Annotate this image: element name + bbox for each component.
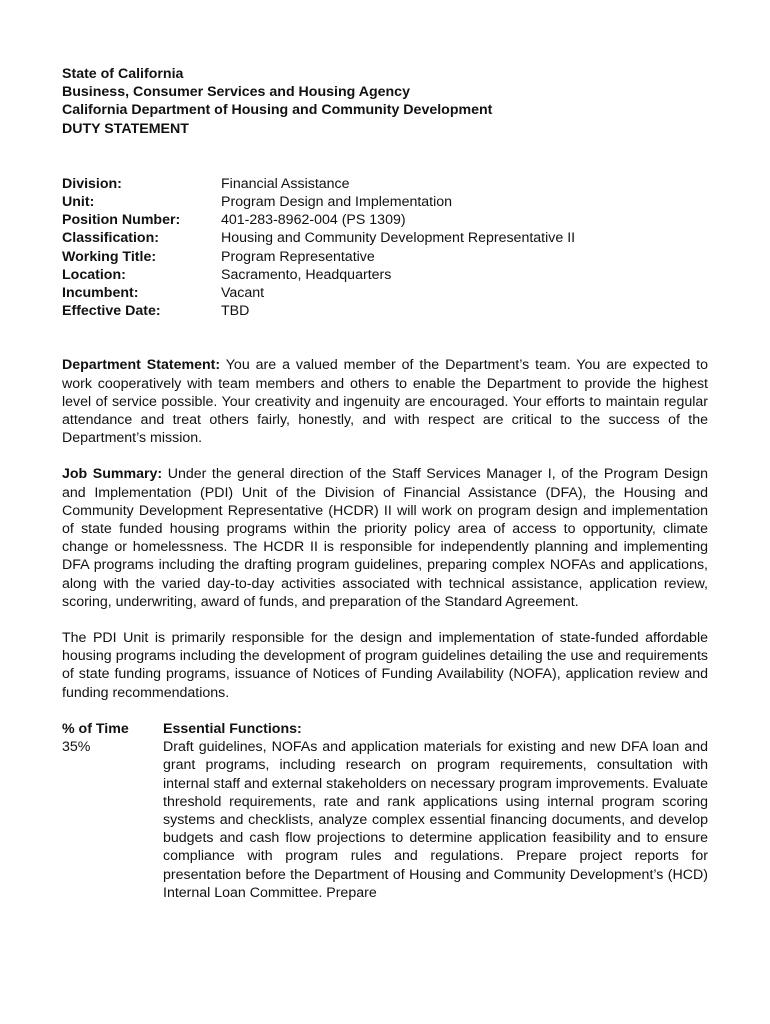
function-percent: 35% — [62, 739, 91, 756]
info-value: Program Representative — [221, 248, 375, 265]
info-label: Classification: — [62, 230, 159, 247]
info-value: Sacramento, Headquarters — [221, 266, 392, 283]
info-row-location — [62, 266, 708, 284]
document-header — [62, 65, 708, 138]
header-title: DUTY STATEMENT — [62, 120, 189, 137]
time-header: % of Time — [62, 720, 129, 737]
header-agency: Business, Consumer Services and Housing Agency — [62, 84, 410, 101]
functions-column — [163, 720, 708, 902]
info-label: Position Number: — [62, 212, 181, 229]
department-statement — [62, 356, 708, 447]
essential-functions — [62, 720, 708, 902]
info-label: Location: — [62, 266, 126, 283]
info-label: Working Title: — [62, 248, 157, 265]
job-summary — [62, 465, 708, 611]
functions-header: Essential Functions: — [163, 720, 302, 737]
info-value: Program Design and Implementation — [221, 194, 453, 211]
info-row-incumbent — [62, 284, 708, 302]
info-label: Incumbent: — [62, 285, 139, 302]
info-value: 401-283-8962-004 (PS 1309) — [221, 212, 406, 229]
info-value: Financial Assistance — [221, 175, 350, 192]
info-label: Division: — [62, 175, 122, 192]
info-value: Vacant — [221, 285, 265, 302]
function-description: Draft guidelines, NOFAs and application materials for existing and new DFA loan and grant programs, including research on program requirements, consultation with internal staff and external stakeholders on necessary program improvements. Evaluate threshold requirements, rate and rank applications using internal program scoring systems and checklists, analyze complex essential financing documents, and develop budgets and cash flow projections to determine application feasibility and to ensure compliance with program rules and regulations. Prepare project reports for presentation before the Department of Housing and Community Development’s (HCD) Internal Loan Committee. Prepare — [163, 739, 708, 901]
duty-statement-page — [62, 65, 708, 902]
job-summary-text: Under the general direction of the Staff Services Manager I, of the Program Design and Implementation (PDI) Unit of the Division of Financial Assistance (DFA), the Housing and Community Development Representative (HCDR) II will work on program design and implementation of state funded housing programs within the priority policy area of access to opportunity, climate change or homelessness. The HCDR II is responsible for independently planning and implementing DFA programs including the drafting program guidelines, preparing complex NOFAs and applications, along with the varied day-to-day activities associated with technical assistance, application review, scoring, underwriting, award of funds, and preparation of the Standard Agreement. — [62, 466, 708, 610]
department-statement-label: Department Statement: — [62, 357, 221, 374]
info-label: Unit: — [62, 194, 95, 211]
info-row-effective-date — [62, 302, 708, 320]
job-summary-label: Job Summary: — [62, 466, 163, 483]
position-info — [62, 175, 708, 321]
header-state: State of California — [62, 66, 184, 82]
header-department: California Department of Housing and Community Development — [62, 102, 493, 119]
info-row-position-number — [62, 211, 708, 229]
time-column — [62, 720, 163, 902]
info-value: Housing and Community Development Representative II — [221, 230, 576, 247]
info-row-division — [62, 175, 708, 193]
info-row-classification — [62, 229, 708, 247]
info-label: Effective Date: — [62, 303, 161, 320]
department-statement-text: You are a valued member of the Department’s team. You are expected to work cooperatively with team members and others to enable the Department to provide the highest level of service possible. Your creativity and ingenuity are encouraged. Your efforts to maintain regular attendance and treat others fairly, honestly, and with respect are critical to the success of the Department’s mission. — [62, 357, 708, 447]
pdi-unit-paragraph: The PDI Unit is primarily responsible for the design and implementation of state-funded affordable housing programs including the development of program guidelines detailing the use and requirements of state funding programs, issuance of Notices of Funding Availability (NOFA), application review and funding recommendations. — [62, 630, 708, 701]
info-row-working-title — [62, 248, 708, 266]
info-row-unit — [62, 193, 708, 211]
info-value: TBD — [221, 303, 250, 320]
